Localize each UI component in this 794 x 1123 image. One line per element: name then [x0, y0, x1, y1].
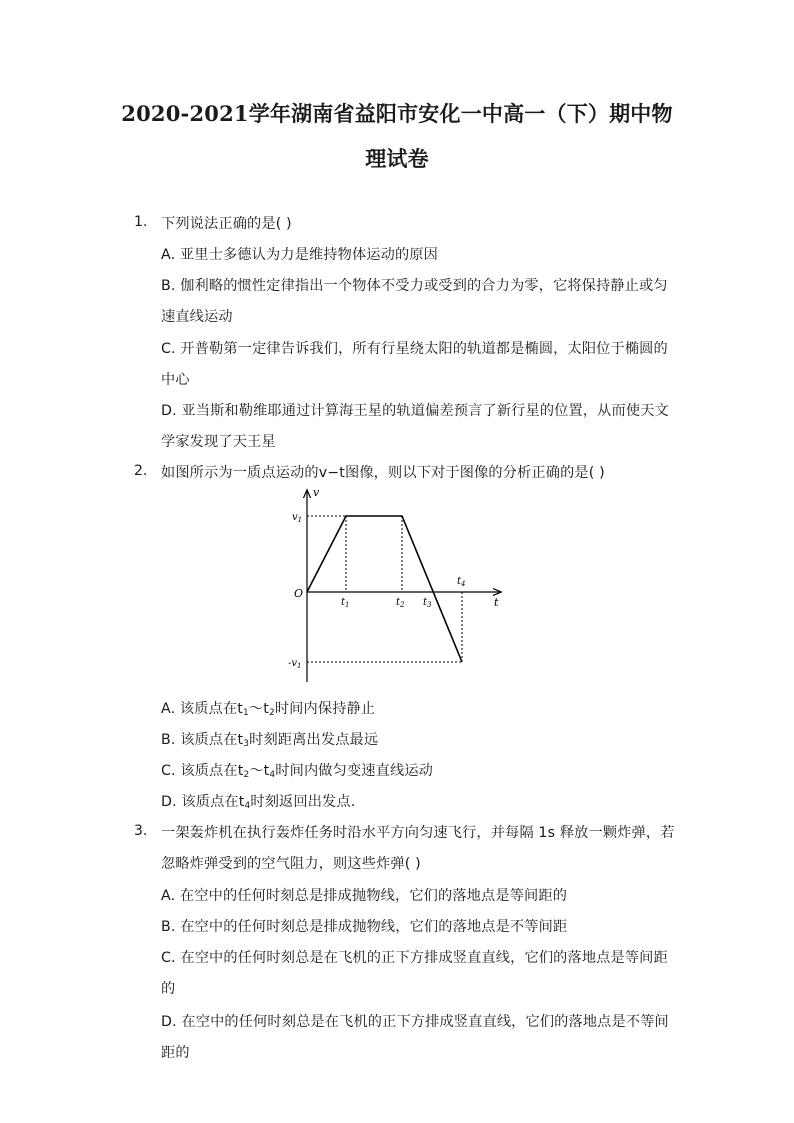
question-2-option-b: B. 该质点在$t_3$时刻距离出发点最远 [161, 732, 379, 749]
question-1-option-d: D. 亚当斯和勒维耶通过计算海王星的轨道偏差预言了新行星的位置，从而使天文 [161, 403, 669, 419]
question-1-option-a: A. 亚里士多德认为力是维持物体运动的原因 [161, 247, 439, 263]
t2-label: $t_2$ [396, 597, 405, 609]
question-1-number: 1. [134, 214, 148, 230]
v-axis-label: v [313, 486, 320, 499]
question-3-option-c-cont: 的 [161, 981, 176, 997]
question-3-option-a: A. 在空中的任何时刻总是排成抛物线，它们的落地点是等间距的 [161, 888, 568, 904]
question-2-option-d: D. 该质点在$t_4$时刻返回出发点. [161, 794, 356, 811]
question-3-stem-cont: 忽略炸弹受到的空气阻力，则这些炸弹( ) [161, 856, 421, 872]
question-2-option-a: A. 该质点在$t_1\sim t_2$时间内保持静止 [161, 701, 376, 718]
v1-label: $v_1$ [292, 512, 303, 524]
t3-label: $t_3$ [423, 597, 432, 609]
question-2-stem: 如图所示为一质点运动的v−t图像，则以下对于图像的分析正确的是( ) [161, 465, 605, 481]
question-3-number: 3. [134, 823, 148, 839]
question-1-option-b: B. 伽利略的惯性定律指出一个物体不受力或受到的合力为零，它将保持静止或匀 [161, 278, 668, 294]
question-2-option-c: C. 该质点在$t_2\sim t_4$时间内做匀变速直线运动 [161, 763, 434, 780]
t1-label: $t_1$ [341, 597, 350, 609]
exam-title-line-2: 理试卷 [365, 146, 429, 171]
t-axis-label: t [494, 596, 499, 609]
neg-v1-label: $-v_1$ [288, 658, 302, 670]
t4-label: $t_4$ [457, 576, 466, 588]
question-1-stem: 下列说法正确的是( ) [161, 216, 292, 232]
velocity-curve [307, 516, 462, 662]
question-1-option-d-cont: 学家发现了天王星 [161, 434, 276, 450]
question-3-option-b: B. 在空中的任何时刻总是排成抛物线，它们的落地点是不等间距 [161, 919, 568, 935]
question-3-option-c: C. 在空中的任何时刻总是在飞机的正下方排成竖直直线，它们的落地点是等间距 [161, 950, 668, 966]
question-1-option-b-cont: 速直线运动 [161, 309, 233, 325]
question-3-option-d: D. 在空中的任何时刻总是在飞机的正下方排成竖直直线，它们的落地点是不等间 [161, 1014, 669, 1030]
question-1-option-c-cont: 中心 [161, 372, 190, 388]
vt-graph [280, 482, 510, 690]
question-3-stem: 一架轰炸机在执行轰炸任务时沿水平方向匀速飞行，并每隔 1s 释放一颗炸弹，若 [161, 825, 675, 841]
exam-title-line-1: 2020-2021学年湖南省益阳市安化一中高一（下）期中物 [121, 101, 673, 126]
origin-label: O [294, 587, 304, 600]
question-2-number: 2. [134, 463, 148, 479]
question-3-option-d-cont: 距的 [161, 1045, 190, 1061]
question-1-option-c: C. 开普勒第一定律告诉我们，所有行星绕太阳的轨道都是椭圆，太阳位于椭圆的 [161, 341, 668, 357]
